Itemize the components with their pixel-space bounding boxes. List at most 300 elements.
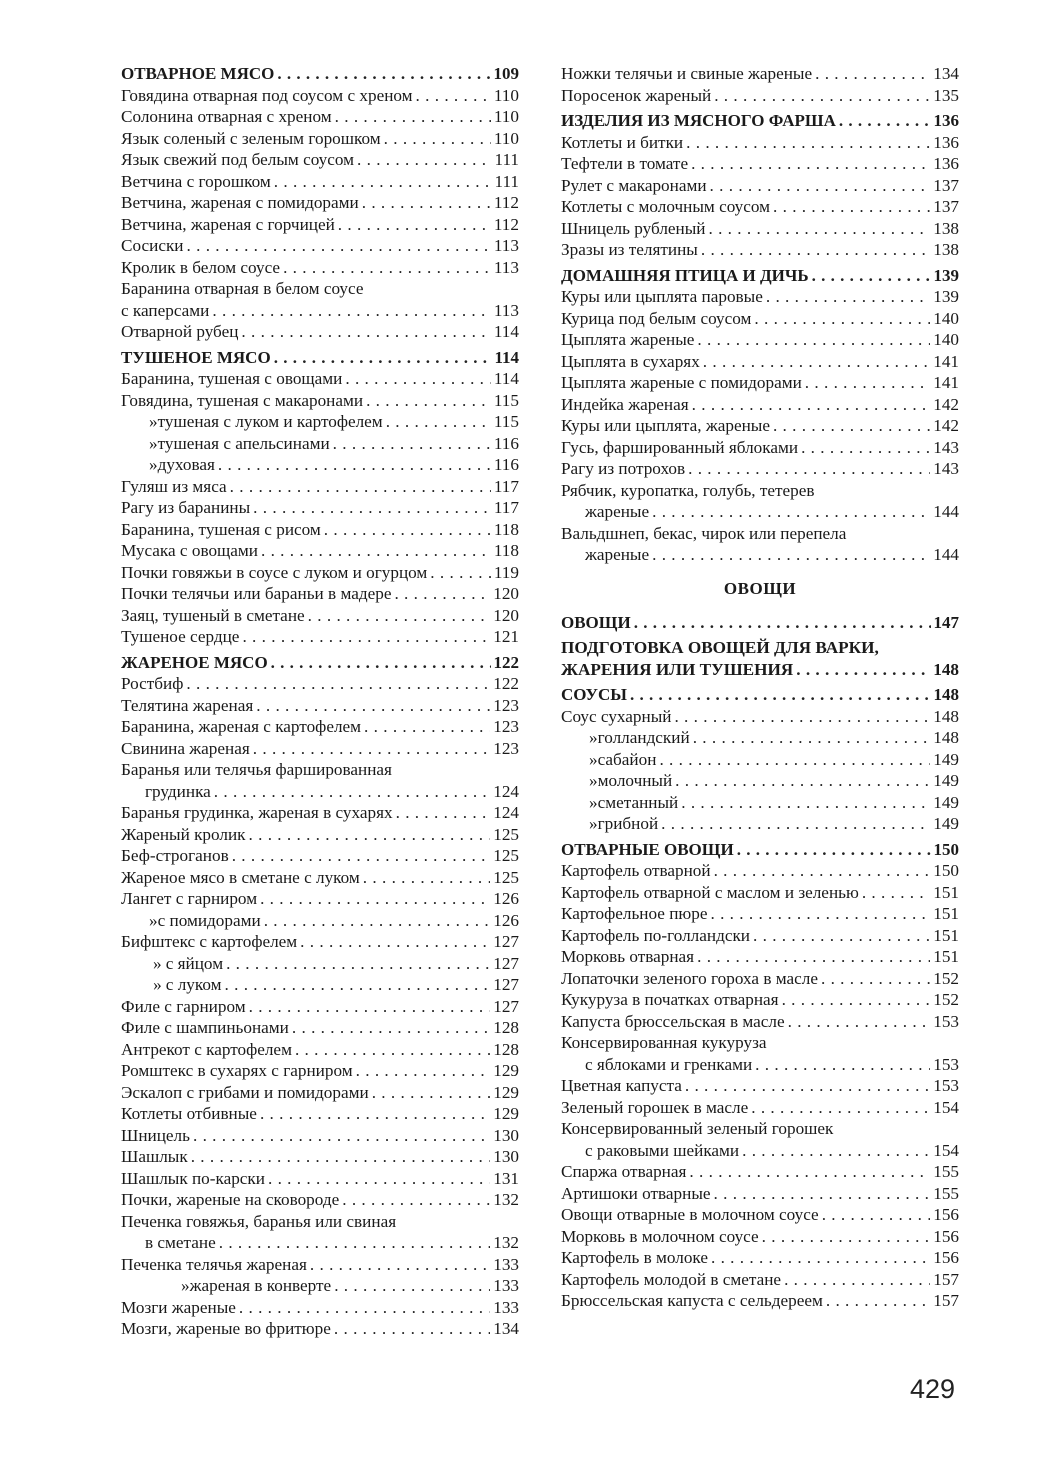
toc-entry[interactable] <box>121 149 519 171</box>
entry-page-number: 122 <box>493 674 519 693</box>
dot-leader <box>782 989 931 1011</box>
entry-page-number: 126 <box>493 889 519 908</box>
entry-page-number: 121 <box>493 627 519 646</box>
toc-entry[interactable] <box>121 1297 519 1319</box>
entry-continuation[interactable] <box>121 300 519 322</box>
toc-entry[interactable] <box>561 132 959 154</box>
dot-leader <box>659 749 930 771</box>
toc-entry[interactable] <box>561 351 959 373</box>
dot-leader <box>186 673 490 695</box>
entry-page-number: 117 <box>493 476 519 496</box>
toc-section-heading[interactable] <box>561 839 959 861</box>
toc-entry[interactable] <box>561 903 959 925</box>
toc-entry[interactable] <box>561 1075 959 1097</box>
toc-entry[interactable] <box>561 218 959 240</box>
dot-leader <box>822 1204 931 1226</box>
entry-page-number: 119 <box>493 562 519 582</box>
entry-title: Лангет с гарниром <box>121 889 258 908</box>
entry-title: Говядина, тушеная с макаронами <box>121 390 364 410</box>
entry-page-number: 109 <box>493 64 519 83</box>
entry-page-number: 138 <box>933 240 959 259</box>
dot-leader <box>689 1161 930 1183</box>
toc-right-column <box>561 63 959 1312</box>
dot-leader <box>430 562 491 584</box>
dot-leader <box>342 1189 490 1211</box>
entry-page-number: 135 <box>933 85 959 105</box>
entry-title: Картофельное пюре <box>561 904 708 923</box>
toc-sub-entry[interactable] <box>121 974 519 996</box>
entry-title: Рулет с макаронами <box>561 175 707 195</box>
dot-leader <box>710 175 931 197</box>
entry-title: Язык свежий под белым соусом <box>121 150 355 169</box>
toc-entry[interactable] <box>121 673 519 695</box>
toc-entry[interactable] <box>121 390 519 412</box>
toc-multiline-entry[interactable] <box>561 480 959 523</box>
entry-title-line: Печенка говяжья, баранья или свиная <box>121 1211 397 1231</box>
dot-leader <box>693 727 931 749</box>
entry-page-number: 129 <box>493 1061 519 1080</box>
toc-entry[interactable] <box>121 257 519 279</box>
entry-title: Мозги жареные <box>121 1297 236 1317</box>
dot-leader <box>685 1075 930 1097</box>
dot-leader <box>737 839 931 861</box>
toc-entry[interactable] <box>121 192 519 214</box>
dot-leader <box>742 1140 930 1162</box>
entry-title: жареные <box>585 502 650 521</box>
entry-title: Гуляш из мяса <box>121 476 227 496</box>
toc-entry[interactable] <box>121 106 519 128</box>
toc-entry[interactable] <box>121 1082 519 1104</box>
entry-continuation[interactable] <box>121 1232 519 1254</box>
entry-title: Морковь отварная <box>561 947 695 966</box>
entry-page-number: 155 <box>933 1162 959 1181</box>
dot-leader <box>260 1103 490 1125</box>
toc-entry[interactable] <box>121 824 519 846</box>
entry-title: сабайон <box>597 749 657 769</box>
dot-leader <box>310 1254 490 1276</box>
toc-entry[interactable] <box>121 519 519 541</box>
entry-title: Зразы из телятины <box>561 240 698 259</box>
dot-leader <box>394 583 490 605</box>
dot-leader <box>755 1054 930 1076</box>
toc-entry[interactable] <box>121 540 519 562</box>
toc-entry[interactable] <box>121 171 519 193</box>
dot-leader <box>308 605 491 627</box>
page-number: 429 <box>910 1374 956 1404</box>
entry-continuation[interactable] <box>561 544 959 566</box>
toc-entry[interactable] <box>561 175 959 197</box>
toc-multiline-entry[interactable] <box>121 1211 519 1254</box>
entry-title: Свинина жареная <box>121 738 250 758</box>
toc-entry[interactable] <box>121 235 519 257</box>
toc-section-heading[interactable] <box>561 684 959 706</box>
dot-leader <box>796 659 930 681</box>
entry-title: Картофель по-голландски <box>561 925 750 945</box>
entry-page-number: 143 <box>933 437 959 457</box>
entry-title: с луком <box>165 975 222 994</box>
toc-entry[interactable] <box>121 214 519 236</box>
dot-leader <box>214 781 490 803</box>
dot-leader <box>821 968 930 990</box>
dot-leader <box>788 1011 931 1033</box>
entry-title: Сосиски <box>121 236 184 255</box>
dot-leader <box>661 813 930 835</box>
toc-entry[interactable] <box>121 476 519 498</box>
dot-leader <box>714 860 931 882</box>
dot-leader <box>839 110 931 132</box>
entry-title: грибной <box>597 814 659 833</box>
entry-title-line: Консервированная кукуруза <box>561 1033 767 1052</box>
dot-leader <box>714 85 930 107</box>
entry-title: Мозги, жареные во фритюре <box>121 1319 331 1338</box>
toc-entry[interactable] <box>561 308 959 330</box>
entry-title: Ветчина, жареная с помидорами <box>121 193 359 212</box>
entry-title: с помидорами <box>157 910 261 930</box>
entry-continuation[interactable] <box>561 659 959 681</box>
entry-page-number: 151 <box>933 925 959 945</box>
dot-leader <box>219 1232 490 1254</box>
ditto-mark: » <box>153 953 162 973</box>
toc-multiline-entry[interactable] <box>121 278 519 321</box>
entry-title: Шашлык <box>121 1147 188 1166</box>
entry-title: Поросенок жареный <box>561 85 712 105</box>
entry-page-number: 125 <box>493 867 519 887</box>
entry-page-number: 116 <box>493 455 519 474</box>
entry-title: жареные <box>585 545 650 564</box>
dot-leader <box>652 501 930 523</box>
entry-page-number: 156 <box>933 1205 959 1224</box>
toc-entry[interactable] <box>561 437 959 459</box>
entry-title: Спаржа отварная <box>561 1162 687 1181</box>
toc-entry[interactable] <box>121 996 519 1018</box>
entry-page-number: 156 <box>933 1248 959 1267</box>
toc-entry[interactable] <box>121 716 519 738</box>
ditto-mark: » <box>153 975 162 994</box>
entry-page-number: 136 <box>933 154 959 173</box>
dot-leader <box>773 196 930 218</box>
dot-leader <box>333 433 491 455</box>
entry-page-number: 141 <box>933 351 959 371</box>
entry-page-number: 139 <box>933 265 959 285</box>
toc-entry[interactable] <box>121 802 519 824</box>
toc-entry[interactable] <box>121 1039 519 1061</box>
toc-entry[interactable] <box>561 1290 959 1312</box>
toc-multiline-entry[interactable] <box>561 1118 959 1161</box>
entry-page-number: 151 <box>933 904 959 923</box>
entry-page-number: 125 <box>493 824 519 844</box>
toc-entry[interactable] <box>121 888 519 910</box>
toc-sub-entry[interactable] <box>561 792 959 814</box>
toc-entry[interactable] <box>121 605 519 627</box>
entry-page-number: 149 <box>933 814 959 833</box>
entry-page-number: 154 <box>933 1140 959 1160</box>
toc-entry[interactable] <box>561 968 959 990</box>
entry-title: сметанный <box>597 792 679 812</box>
dot-leader <box>762 1226 931 1248</box>
entry-title: Артишоки отварные <box>561 1183 711 1203</box>
toc-entry[interactable] <box>121 85 519 107</box>
entry-page-number: 114 <box>494 347 519 367</box>
entry-title: тушеная с апельсинами <box>157 433 330 453</box>
dot-leader <box>292 1017 490 1039</box>
toc-section-heading[interactable] <box>121 63 519 85</box>
toc-entry[interactable] <box>121 128 519 150</box>
entry-page-number: 138 <box>933 218 959 238</box>
entry-title: ИЗДЕЛИЯ ИЗ МЯСНОГО ФАРША <box>561 111 836 130</box>
dot-leader <box>686 132 930 154</box>
toc-sub-entry[interactable] <box>121 454 519 476</box>
toc-entry[interactable] <box>121 738 519 760</box>
toc-entry[interactable] <box>561 1226 959 1248</box>
toc-entry[interactable] <box>121 1146 519 1168</box>
entry-title: Картофель в молоке <box>561 1248 708 1267</box>
entry-page-number: 139 <box>933 287 959 306</box>
toc-entry[interactable] <box>561 329 959 351</box>
toc-entry[interactable] <box>561 946 959 968</box>
entry-page-number: 117 <box>493 498 519 517</box>
dot-leader <box>711 1247 930 1269</box>
entry-title-line: Баранина отварная в белом соусе <box>121 279 364 298</box>
toc-sub-entry[interactable] <box>561 770 959 792</box>
entry-title: Цыплята жареные <box>561 330 695 349</box>
entry-title: Заяц, тушеный в сметане <box>121 605 305 625</box>
entry-page-number: 149 <box>933 749 959 769</box>
entry-title: Лопаточки зеленого гороха в масле <box>561 968 818 988</box>
entry-page-number: 154 <box>933 1097 959 1117</box>
dot-leader <box>187 235 491 257</box>
toc-entry[interactable] <box>561 882 959 904</box>
ditto-mark: » <box>589 814 598 833</box>
dot-leader <box>692 394 931 416</box>
entry-page-number: 148 <box>933 728 959 747</box>
toc-entry[interactable] <box>121 562 519 584</box>
dot-leader <box>225 974 491 996</box>
entry-page-number: 153 <box>933 1054 959 1074</box>
entry-title: Язык соленый с зеленым горошком <box>121 128 381 148</box>
dot-leader <box>675 770 930 792</box>
toc-entry[interactable] <box>561 458 959 480</box>
entry-page-number: 150 <box>933 861 959 880</box>
toc-entry[interactable] <box>121 931 519 953</box>
toc-entry[interactable] <box>121 1060 519 1082</box>
toc-entry[interactable] <box>561 706 959 728</box>
entry-continuation[interactable] <box>561 1054 959 1076</box>
entry-page-number: 137 <box>933 197 959 216</box>
dot-leader <box>691 153 930 175</box>
entry-title: Котлеты отбивные <box>121 1104 257 1123</box>
entry-page-number: 140 <box>933 308 959 328</box>
toc-multiline-entry[interactable] <box>561 637 959 680</box>
dot-leader <box>710 903 930 925</box>
entry-continuation[interactable] <box>561 1140 959 1162</box>
entry-title: Ножки телячьи и свиные жареные <box>561 64 813 83</box>
entry-page-number: 134 <box>493 1319 519 1338</box>
toc-entry[interactable] <box>561 1183 959 1205</box>
dot-leader <box>300 931 490 953</box>
toc-sub-entry[interactable] <box>561 727 959 749</box>
dot-leader <box>674 706 930 728</box>
entry-page-number: 123 <box>493 695 519 715</box>
dot-leader <box>784 1269 930 1291</box>
entry-continuation[interactable] <box>121 781 519 803</box>
dot-leader <box>277 63 490 85</box>
toc-multiline-entry[interactable] <box>121 759 519 802</box>
dot-leader <box>249 824 491 846</box>
entry-page-number: 133 <box>493 1254 519 1274</box>
entry-page-number: 136 <box>933 132 959 152</box>
entry-page-number: 136 <box>933 111 959 130</box>
dot-leader <box>862 882 930 904</box>
entry-page-number: 118 <box>493 519 519 539</box>
entry-title: Овощи отварные в молочном соусе <box>561 1205 819 1224</box>
toc-entry[interactable] <box>121 1017 519 1039</box>
toc-section-heading[interactable] <box>561 265 959 287</box>
dot-leader <box>416 85 491 107</box>
ditto-mark: » <box>589 792 598 812</box>
toc-entry[interactable] <box>561 1269 959 1291</box>
entry-page-number: 149 <box>933 792 959 812</box>
toc-section-heading[interactable] <box>561 110 959 132</box>
entry-title-line: ПОДГОТОВКА ОВОЩЕЙ ДЛЯ ВАРКИ, <box>561 638 879 657</box>
entry-title: Почки, жареные на сковороде <box>121 1190 340 1209</box>
entry-title: Цыплята в сухарях <box>561 351 700 371</box>
toc-entry[interactable] <box>121 1168 519 1190</box>
toc-entry[interactable] <box>561 372 959 394</box>
toc-entry[interactable] <box>561 196 959 218</box>
toc-sub-entry[interactable] <box>121 433 519 455</box>
entry-page-number: 128 <box>493 1018 519 1037</box>
toc-entry[interactable] <box>561 153 959 175</box>
entry-continuation[interactable] <box>561 501 959 523</box>
toc-entry[interactable] <box>561 925 959 947</box>
toc-entry[interactable] <box>561 1247 959 1269</box>
dot-leader <box>253 497 491 519</box>
dot-leader <box>805 372 930 394</box>
toc-entry[interactable] <box>121 1125 519 1147</box>
entry-title-line: Консервированный зеленый горошек <box>561 1119 834 1138</box>
toc-entry[interactable] <box>561 860 959 882</box>
dot-leader <box>261 540 491 562</box>
toc-entry[interactable] <box>121 867 519 889</box>
toc-section-heading[interactable] <box>121 347 519 369</box>
toc-multiline-entry[interactable] <box>561 523 959 566</box>
toc-entry[interactable] <box>121 583 519 605</box>
dot-leader <box>681 792 930 814</box>
entry-title: голландский <box>597 728 690 747</box>
toc-entry[interactable] <box>561 1161 959 1183</box>
toc-section-heading[interactable] <box>121 652 519 674</box>
toc-entry[interactable] <box>121 321 519 343</box>
dot-leader <box>697 946 930 968</box>
dot-leader <box>812 265 931 287</box>
dot-leader <box>753 925 930 947</box>
entry-page-number: 113 <box>493 300 519 320</box>
toc-entry[interactable] <box>121 695 519 717</box>
dot-leader <box>271 652 491 674</box>
toc-entry[interactable] <box>121 497 519 519</box>
ditto-mark: » <box>589 728 598 747</box>
entry-page-number: 147 <box>933 612 959 632</box>
entry-page-number: 151 <box>933 882 959 902</box>
toc-entry[interactable] <box>561 1204 959 1226</box>
entry-page-number: 142 <box>933 416 959 435</box>
toc-entry[interactable] <box>561 239 959 261</box>
entry-title: жареная в конверте <box>189 1276 332 1295</box>
toc-left-column <box>121 63 519 1340</box>
toc-sub-entry[interactable] <box>121 953 519 975</box>
toc-entry[interactable] <box>121 368 519 390</box>
toc-sub-entry[interactable] <box>561 749 959 771</box>
entry-page-number: 129 <box>493 1104 519 1123</box>
toc-sub-entry[interactable] <box>121 910 519 932</box>
entry-title: Почки говяжьи в соусе с луком и огурцом <box>121 562 428 582</box>
toc-sub-entry[interactable] <box>561 813 959 835</box>
entry-page-number: 120 <box>493 584 519 603</box>
entry-title: ТУШЕНОЕ МЯСО <box>121 347 271 367</box>
toc-entry[interactable] <box>561 989 959 1011</box>
entry-page-number: 127 <box>493 975 519 994</box>
entry-title: Шашлык по-карски <box>121 1168 265 1188</box>
entry-page-number: 153 <box>933 1011 959 1031</box>
toc-section-heading[interactable] <box>561 612 959 634</box>
entry-title: Морковь в молочном соусе <box>561 1226 759 1246</box>
entry-page-number: 114 <box>493 322 519 341</box>
dot-leader <box>815 63 930 85</box>
dot-leader <box>260 888 490 910</box>
toc-entry[interactable] <box>121 1318 519 1340</box>
toc-entry[interactable] <box>561 1097 959 1119</box>
entry-page-number: 113 <box>493 236 519 255</box>
toc-entry[interactable] <box>561 394 959 416</box>
toc-entry[interactable] <box>561 63 959 85</box>
dot-leader <box>242 626 490 648</box>
entry-title: Бифштекс с картофелем <box>121 932 298 951</box>
toc-entry[interactable] <box>121 1103 519 1125</box>
toc-sub-entry[interactable] <box>121 1275 519 1297</box>
entry-title: с яблоками и гренками <box>585 1054 753 1074</box>
entry-page-number: 151 <box>933 947 959 966</box>
dot-leader <box>283 257 491 279</box>
entry-page-number: 137 <box>933 175 959 195</box>
entry-title: Рагу из потрохов <box>561 459 686 478</box>
toc-entry[interactable] <box>121 626 519 648</box>
dot-leader <box>363 867 490 889</box>
toc-multiline-entry[interactable] <box>561 1032 959 1075</box>
toc-entry[interactable] <box>121 1254 519 1276</box>
toc-entry[interactable] <box>121 845 519 867</box>
toc-entry[interactable] <box>561 1011 959 1033</box>
entry-page-number: 144 <box>933 545 959 564</box>
toc-entry[interactable] <box>561 85 959 107</box>
dot-leader <box>241 321 490 343</box>
dot-leader <box>274 347 492 369</box>
dot-leader <box>345 368 490 390</box>
dot-leader <box>256 695 490 717</box>
entry-page-number: 123 <box>493 717 519 736</box>
toc-entry[interactable] <box>561 286 959 308</box>
ditto-mark: » <box>149 910 158 930</box>
entry-page-number: 157 <box>933 1269 959 1289</box>
entry-page-number: 148 <box>933 685 959 704</box>
entry-page-number: 127 <box>493 953 519 973</box>
toc-sub-entry[interactable] <box>121 411 519 433</box>
entry-title-line: Баранья или телячья фаршированная <box>121 760 392 779</box>
entry-title: Баранина, тушеная с овощами <box>121 369 343 388</box>
toc-entry[interactable] <box>121 1189 519 1211</box>
toc-entry[interactable] <box>561 415 959 437</box>
entry-title: Антрекот с картофелем <box>121 1039 292 1059</box>
entry-page-number: 127 <box>493 932 519 951</box>
